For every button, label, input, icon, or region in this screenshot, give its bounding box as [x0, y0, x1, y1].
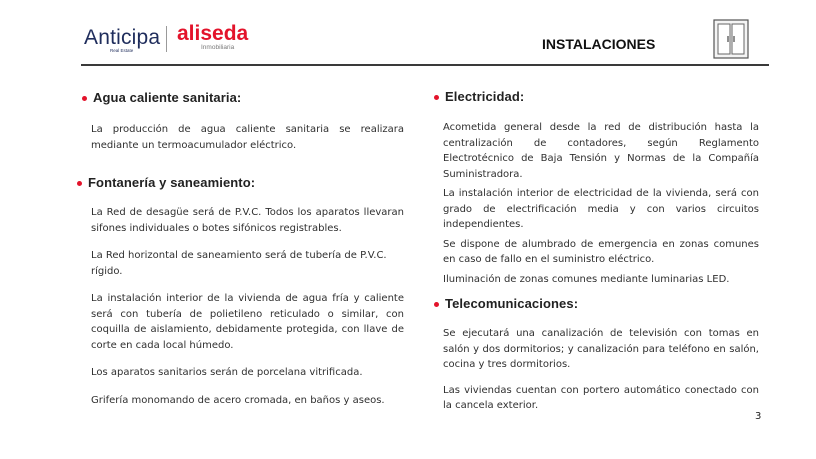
paragraph: Grifería monomando de acero cromada, en baños y aseos. — [91, 394, 385, 406]
header-rule — [81, 64, 769, 66]
logo-divider — [166, 26, 167, 52]
section-title: Telecomunicaciones: — [445, 296, 579, 311]
paragraph: Las viviendas cuentan con portero automático conectado con la cancela exterior. — [443, 384, 759, 411]
anticipa-logo-subtitle: Real Estate — [110, 48, 134, 53]
bullet-icon — [434, 95, 439, 100]
section-title: Agua caliente sanitaria: — [93, 90, 242, 105]
page-number: 3 — [755, 411, 762, 422]
paragraph: Acometida general desde la red de distribución hasta la centralización de contadores, según Reglamento Electrotécnico de Baja Tensión y Normas de la Compañía Suministradora. — [443, 122, 759, 180]
section-heading — [77, 175, 399, 193]
section-title: Electricidad: — [445, 89, 525, 104]
paragraph: Se ejecutará una canalización de televisión con tomas en salón y dos dormitorios; y canalización para teléfono en salón, cocina y tres dormitorios. — [443, 328, 759, 370]
section-heading — [82, 90, 404, 108]
section-heading — [434, 89, 759, 107]
section-agua-caliente — [82, 90, 404, 153]
paragraph: Se dispone de alumbrado de emergencia en zonas comunes en caso de fallo en el suministro eléctrico. — [443, 238, 759, 265]
section-telecomunicaciones — [434, 296, 759, 414]
bullet-icon — [434, 302, 439, 307]
aliseda-logo — [177, 22, 249, 51]
window-icon — [713, 19, 749, 59]
section-title: Fontanería y saneamiento: — [88, 175, 256, 190]
page-title: INSTALACIONES — [542, 36, 656, 52]
section-fontaneria — [82, 175, 404, 408]
bullet-icon — [82, 96, 87, 101]
aliseda-logo-subtitle: Inmobiliaria — [201, 44, 235, 51]
paragraph: La Red horizontal de saneamiento será de tubería de P.V.C. rígido. — [91, 250, 387, 277]
page-header — [0, 0, 816, 66]
paragraph: La producción de agua caliente sanitaria se realizara mediante un termoacumulador eléctrico. — [91, 124, 404, 151]
paragraph: La Red de desagüe será de P.V.C. Todos los aparatos llevaran sifones individuales o botes sifónicos registrables. — [91, 207, 404, 234]
paragraph: Iluminación de zonas comunes mediante luminarias LED. — [443, 273, 730, 285]
paragraph: La instalación interior de la vivienda de agua fría y caliente será con tubería de polietileno reticulado o similar, con coquilla de aislamiento, debidamente protegida, con llave de corte en cada local húmedo. — [91, 293, 404, 351]
aliseda-logo-text: aliseda — [177, 22, 249, 45]
anticipa-logo — [84, 27, 160, 53]
bullet-icon — [77, 181, 82, 186]
section-heading — [434, 296, 759, 314]
section-electricidad — [434, 89, 759, 287]
paragraph: La instalación interior de electricidad de la vivienda, será con grado de electrificación media y con varios circuitos independientes. — [443, 188, 759, 230]
anticipa-logo-text: Anticipa — [84, 26, 161, 49]
paragraph: Los aparatos sanitarios serán de porcelana vitrificada. — [91, 367, 363, 378]
